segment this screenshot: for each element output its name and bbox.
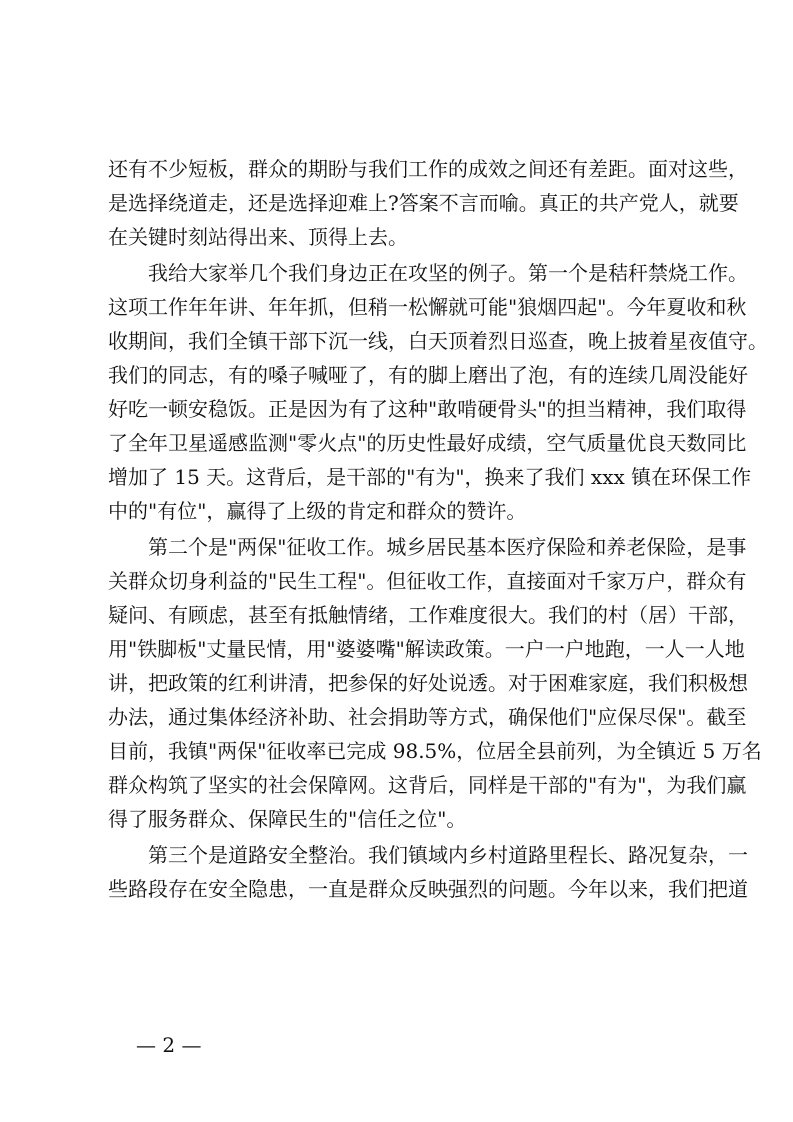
body-text-line: 这项工作年年讲、年年抓，但稍一松懈就可能"狼烟四起"。今年夏收和秋 <box>108 295 747 319</box>
body-text-line: 关群众切身利益的"民生工程"。但征收工作，直接面对千家万户，群众有 <box>108 569 747 593</box>
body-text-line: 好吃一顿安稳饭。正是因为有了这种"敢啃硬骨头"的担当精神，我们取得 <box>108 397 747 421</box>
paragraph-first-line: 第二个是"两保"征收工作。城乡居民基本医疗保险和养老保险，是事 <box>148 535 747 559</box>
paragraph-first-line: 我给大家举几个我们身边正在攻坚的例子。第一个是秸秆禁烧工作。 <box>148 261 748 285</box>
body-text-line: 在关键时刻站得出来、顶得上去。 <box>108 225 408 249</box>
page-number: — 2 — <box>136 1033 202 1057</box>
body-text-line: 些路段存在安全隐患，一直是群众反映强烈的问题。今年以来，我们把道 <box>108 877 748 901</box>
body-text-line: 中的"有位"，赢得了上级的肯定和群众的赞许。 <box>108 499 527 523</box>
body-text-line: 得了服务群众、保障民生的"信任之位"。 <box>108 807 467 831</box>
body-text-line: 目前，我镇"两保"征收率已完成 98.5%，位居全县前列，为全镇近 5 万名 <box>108 739 762 763</box>
body-text-line: 收期间，我们全镇干部下沉一线，白天顶着烈日巡查，晚上披着星夜值守。 <box>108 329 768 353</box>
body-text-line: 了全年卫星遥感监测"零火点"的历史性最好成绩，空气质量优良天数同比 <box>108 431 747 455</box>
body-text-line: 群众构筑了坚实的社会保障网。这背后，同样是干部的"有为"，为我们赢 <box>108 773 747 797</box>
body-text-line: 用"铁脚板"丈量民情，用"婆婆嘴"解读政策。一户一户地跑，一人一人地 <box>108 637 745 661</box>
paragraph-first-line: 第三个是道路安全整治。我们镇域内乡村道路里程长、路况复杂，一 <box>148 843 748 867</box>
body-text-line: 疑问、有顾虑，甚至有抵触情绪，工作难度很大。我们的村（居）干部， <box>108 603 748 627</box>
body-text-line: 我们的同志，有的嗓子喊哑了，有的脚上磨出了泡，有的连续几周没能好 <box>108 363 748 387</box>
body-text-line: 还有不少短板，群众的期盼与我们工作的成效之间还有差距。面对这些， <box>108 157 748 181</box>
body-text-line: 办法，通过集体经济补助、社会捐助等方式，确保他们"应保尽保"。截至 <box>108 705 747 729</box>
body-text-line: 讲，把政策的红利讲清，把参保的好处说透。对于困难家庭，我们积极想 <box>108 671 748 695</box>
body-text-line: 增加了 15 天。这背后，是干部的"有为"，换来了我们 xxx 镇在环保工作 <box>108 465 752 489</box>
body-text-line: 是选择绕道走，还是选择迎难上?答案不言而喻。真正的共产党人，就要 <box>108 191 739 215</box>
